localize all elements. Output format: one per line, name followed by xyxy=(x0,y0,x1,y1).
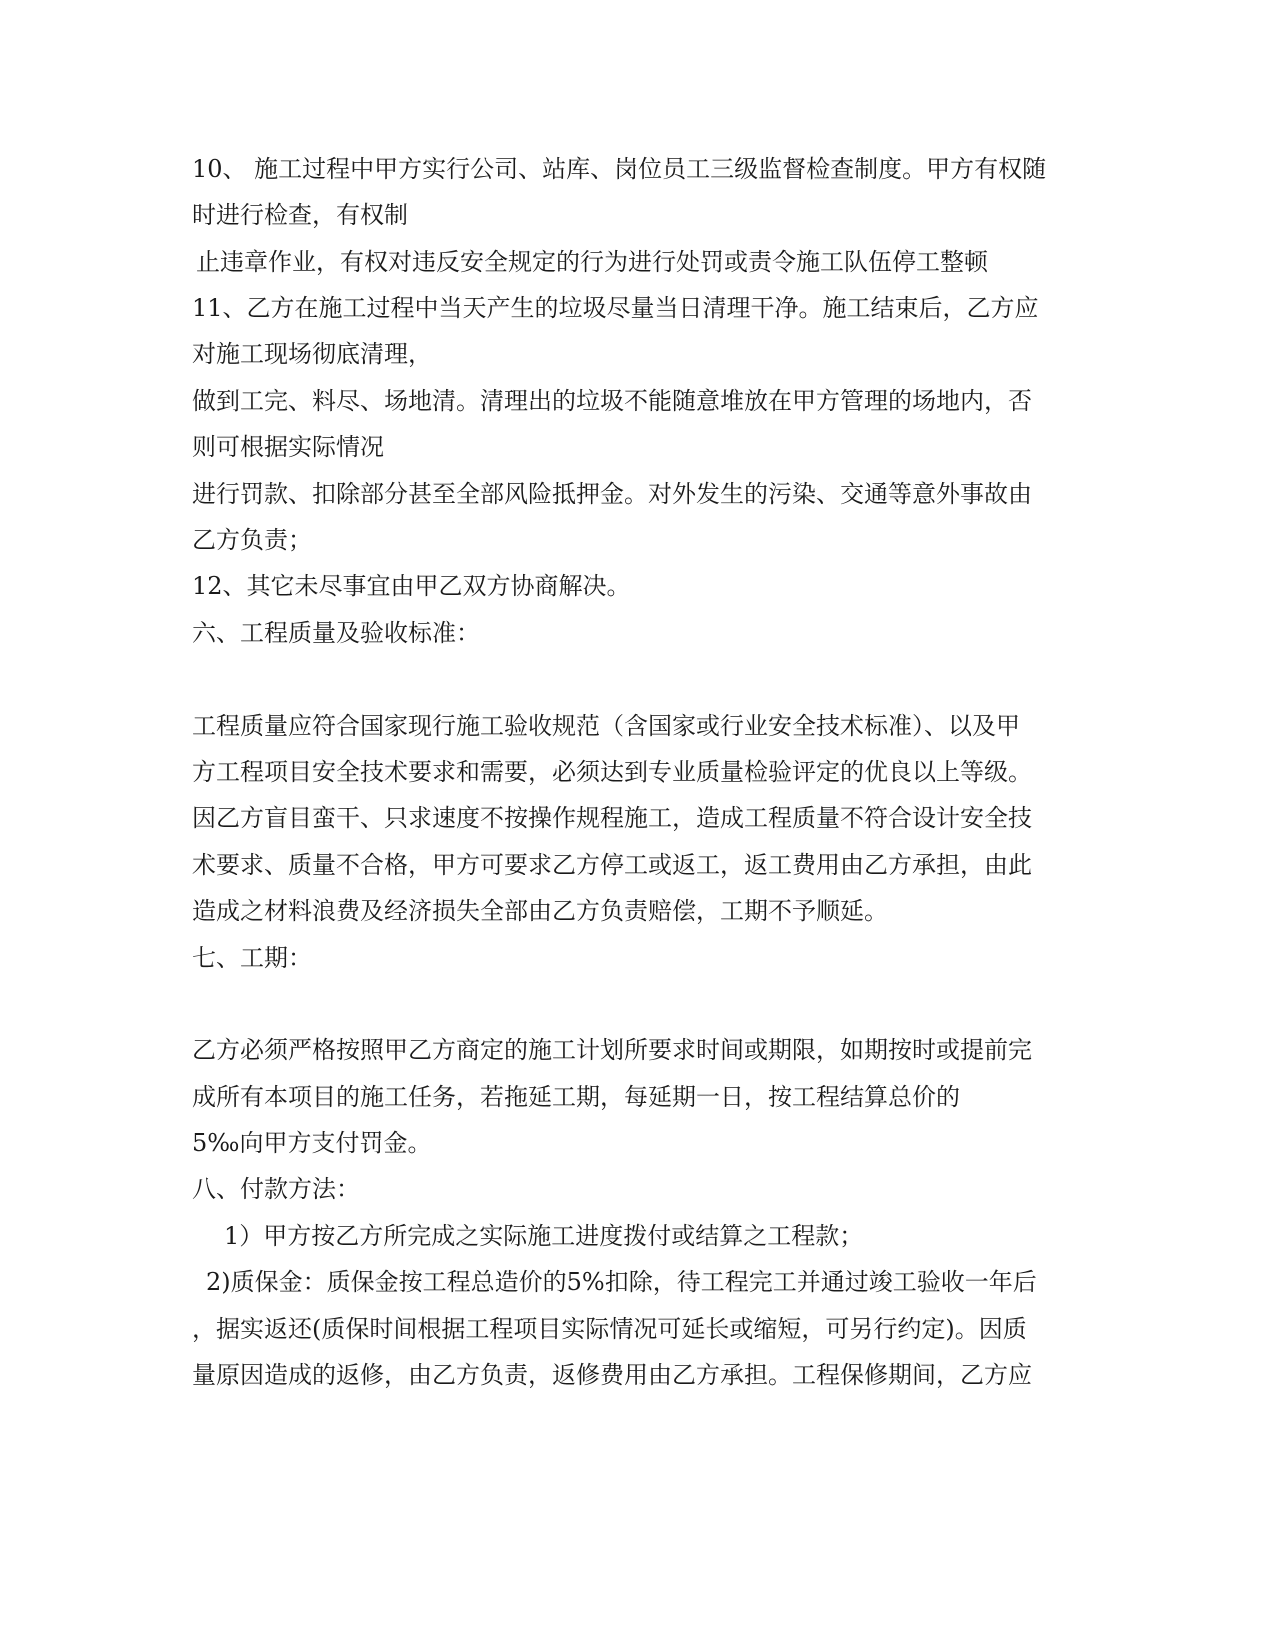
schedule-paragraph-line-2: 成所有本项目的施工任务，若拖延工期，每延期一日，按工程结算总价的 xyxy=(192,1083,960,1111)
quality-paragraph-line-1: 工程质量应符合国家现行施工验收规范（含国家或行业安全技术标准）、以及甲 xyxy=(192,712,1020,740)
clause-10-line-1: 10、 施工过程中甲方实行公司、站库、岗位员工三级监督检查制度。甲方有权随 xyxy=(192,155,1047,183)
section-heading-quality: 六、工程质量及验收标准： xyxy=(192,619,480,647)
payment-item-2-line-2: ，据实返还(质保时间根据工程项目实际情况可延长或缩短，可另行约定)。因质 xyxy=(192,1315,1027,1343)
quality-paragraph-line-5: 造成之材料浪费及经济损失全部由乙方负责赔偿，工期不予顺延。 xyxy=(192,897,888,925)
clause-11-line-1: 11、乙方在施工过程中当天产生的垃圾尽量当日清理干净。施工结束后，乙方应 xyxy=(192,294,1039,322)
clause-11-line-5: 进行罚款、扣除部分甚至全部风险抵押金。对外发生的污染、交通等意外事故由 xyxy=(192,480,1032,508)
quality-paragraph-line-3: 因乙方盲目蛮干、只求速度不按操作规程施工，造成工程质量不符合设计安全技 xyxy=(192,804,1032,832)
schedule-paragraph-line-3: 5‰向甲方支付罚金。 xyxy=(192,1129,432,1157)
quality-paragraph-line-4: 术要求、质量不合格，甲方可要求乙方停工或返工，返工费用由乙方承担，由此 xyxy=(192,851,1032,879)
clause-10-line-2: 时进行检查，有权制 xyxy=(192,201,408,229)
payment-item-2-line-3: 量原因造成的返修，由乙方负责，返修费用由乙方承担。工程保修期间，乙方应 xyxy=(192,1361,1032,1389)
clause-11-line-2: 对施工现场彻底清理， xyxy=(192,340,432,368)
section-heading-payment: 八、付款方法： xyxy=(192,1175,360,1203)
clause-11-line-6: 乙方负责； xyxy=(192,526,312,554)
quality-paragraph-line-2: 方工程项目安全技术要求和需要，必须达到专业质量检验评定的优良以上等级。 xyxy=(192,758,1032,786)
section-heading-schedule: 七、工期： xyxy=(192,944,312,972)
clause-12: 12、其它未尽事宜由甲乙双方协商解决。 xyxy=(192,572,631,600)
clause-10-line-3: 止违章作业，有权对违反安全规定的行为进行处罚或责令施工队伍停工整顿 xyxy=(196,248,988,276)
payment-item-1: 1）甲方按乙方所完成之实际施工进度拨付或结算之工程款； xyxy=(224,1222,864,1250)
payment-item-2-line-1: 2)质保金：质保金按工程总造价的5%扣除，待工程完工并通过竣工验收一年后 xyxy=(206,1268,1037,1296)
schedule-paragraph-line-1: 乙方必须严格按照甲乙方商定的施工计划所要求时间或期限，如期按时或提前完 xyxy=(192,1036,1032,1064)
clause-11-line-3: 做到工完、料尽、场地清。清理出的垃圾不能随意堆放在甲方管理的场地内，否 xyxy=(192,387,1032,415)
clause-11-line-4: 则可根据实际情况 xyxy=(192,433,384,461)
